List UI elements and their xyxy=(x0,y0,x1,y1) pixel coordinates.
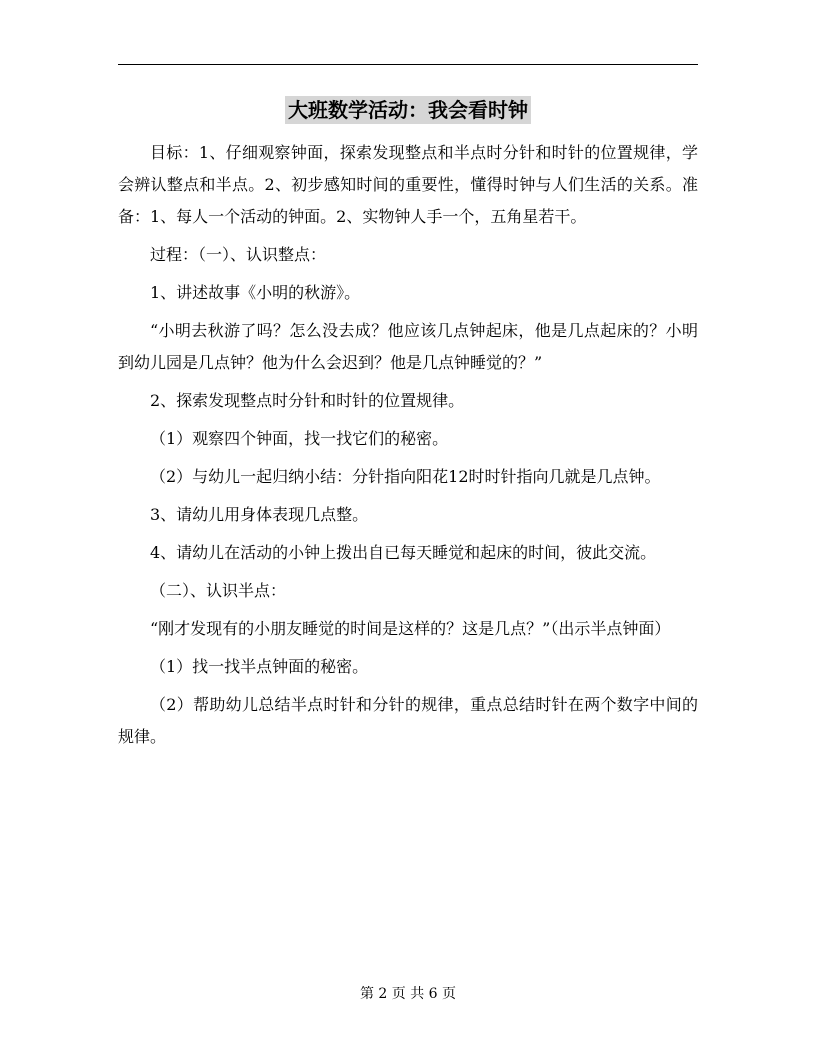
paragraph-step-4: 4、请幼儿在活动的小钟上拨出自已每天睡觉和起床的时间，彼此交流。 xyxy=(150,543,657,562)
document-body xyxy=(118,137,698,759)
paragraph-step-2-2: （2）与幼儿一起归纳小结：分针指向阳花12时时针指向几就是几点钟。 xyxy=(150,467,661,486)
paragraph-process-heading: 过程：（一）、认识整点： xyxy=(150,245,327,264)
paragraph-half-hour-2: （2）帮助幼儿总结半点时针和分针的规律，重点总结时针在两个数字中间的规律。 xyxy=(118,695,698,746)
paragraph-half-hour-heading: （二）、认识半点： xyxy=(150,581,287,600)
page-footer xyxy=(0,984,816,1004)
paragraph-step-3: 3、请幼儿用身体表现几点整。 xyxy=(150,505,369,524)
paragraph-half-hour-question: “刚才发现有的小朋友睡觉的时间是这样的？这是几点？”（出示半点钟面） xyxy=(150,619,671,638)
page-number: 第 2 页 共 6 页 xyxy=(359,986,457,1002)
paragraph-step-2: 2、探索发现整点时分针和时针的位置规律。 xyxy=(150,391,465,410)
document-title: 大班数学活动：我会看时钟 xyxy=(285,96,531,124)
paragraph-step-2-1: （1）观察四个钟面，找一找它们的秘密。 xyxy=(150,429,449,448)
paragraph-half-hour-1: （1）找一找半点钟面的秘密。 xyxy=(150,657,369,676)
paragraph-goals: 目标：1、仔细观察钟面，探索发现整点和半点时分针和时针的位置规律，学会辨认整点和半点。2、初步感知时间的重要性，懂得时钟与人们生活的关系。准备：1、每人一个活动的钟面。2、实物钟人手一个，五角星若干。 xyxy=(118,143,698,226)
paragraph-story-questions: “小明去秋游了吗？怎么没去成？他应该几点钟起床，他是几点起床的？小明到幼儿园是几点钟？他为什么会迟到？他是几点钟睡觉的？” xyxy=(118,321,698,372)
header-rule xyxy=(118,64,698,65)
paragraph-step-1: 1、讲述故事《小明的秋游》。 xyxy=(150,283,361,302)
title-container xyxy=(0,96,816,124)
